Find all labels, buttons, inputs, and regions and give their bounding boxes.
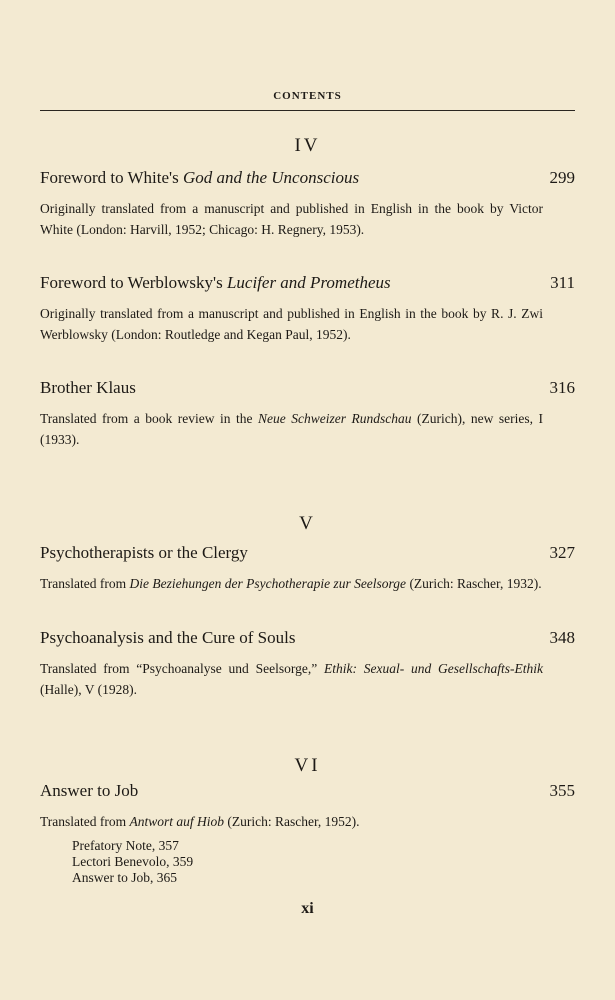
entry-page-number: 355 xyxy=(549,781,575,800)
entry-page-number: 327 xyxy=(549,543,575,562)
toc-entry-white-foreword xyxy=(40,167,575,240)
entry-note: Translated from Antwort auf Hiob (Zurich: Rascher, 1952). xyxy=(40,814,360,829)
entry-title: Answer to Job 355 xyxy=(40,781,575,800)
toc-entry-answer-to-job xyxy=(40,780,575,886)
entry-title: Psychotherapists or the Clergy 327 xyxy=(40,543,575,562)
entry-page-number: 348 xyxy=(549,628,575,647)
entry-note: Translated from “Psychoanalyse und Seelsorge,” Ethik: Sexual- und Gesellschafts-Ethik (Halle), V (1928). xyxy=(40,661,543,697)
entry-note: Originally translated from a manuscript and published in English in the book by Victor White (London: Harvill, 1952; Chicago: H. Regnery, 1953). xyxy=(40,201,543,237)
entry-title: Psychoanalysis and the Cure of Souls 348 xyxy=(40,628,575,647)
section-numeral-vi: VI xyxy=(294,755,321,776)
header-rule xyxy=(40,110,575,111)
section-numeral-v: V xyxy=(299,513,316,534)
entry-note: Translated from a book review in the Neue Schweizer Rundschau (Zurich), new series, I (1933). xyxy=(40,411,543,447)
page-number: xi xyxy=(301,900,314,917)
toc-entry-werblowsky-foreword xyxy=(40,272,575,345)
entry-title: Foreword to Werblowsky's Lucifer and Prometheus 311 xyxy=(40,273,575,292)
running-head: CONTENTS xyxy=(273,90,342,102)
section-numeral-iv: IV xyxy=(294,135,321,156)
entry-title: Foreword to White's God and the Unconscious 299 xyxy=(40,168,575,187)
entry-page-number: 299 xyxy=(549,168,575,187)
entry-page-number: 311 xyxy=(550,273,575,292)
toc-entry-brother-klaus xyxy=(40,377,575,450)
subitem: Lectori Benevolo, 359 xyxy=(72,854,194,869)
entry-note: Translated from Die Beziehungen der Psychotherapie zur Seelsorge (Zurich: Rascher, 1932). xyxy=(40,576,542,591)
toc-entry-psychotherapists-clergy xyxy=(40,542,575,594)
subitem: Prefatory Note, 357 xyxy=(72,838,179,853)
subitem-list xyxy=(40,838,575,886)
entry-title: Brother Klaus 316 xyxy=(40,378,575,397)
subitem: Answer to Job, 365 xyxy=(72,870,177,885)
toc-entry-psychoanalysis-cure-souls xyxy=(40,627,575,700)
entry-page-number: 316 xyxy=(549,378,575,397)
entry-note: Originally translated from a manuscript and published in English in the book by R. J. Zwi Werblowsky (London: Routledge and Kegan Paul, 1952). xyxy=(40,306,543,342)
